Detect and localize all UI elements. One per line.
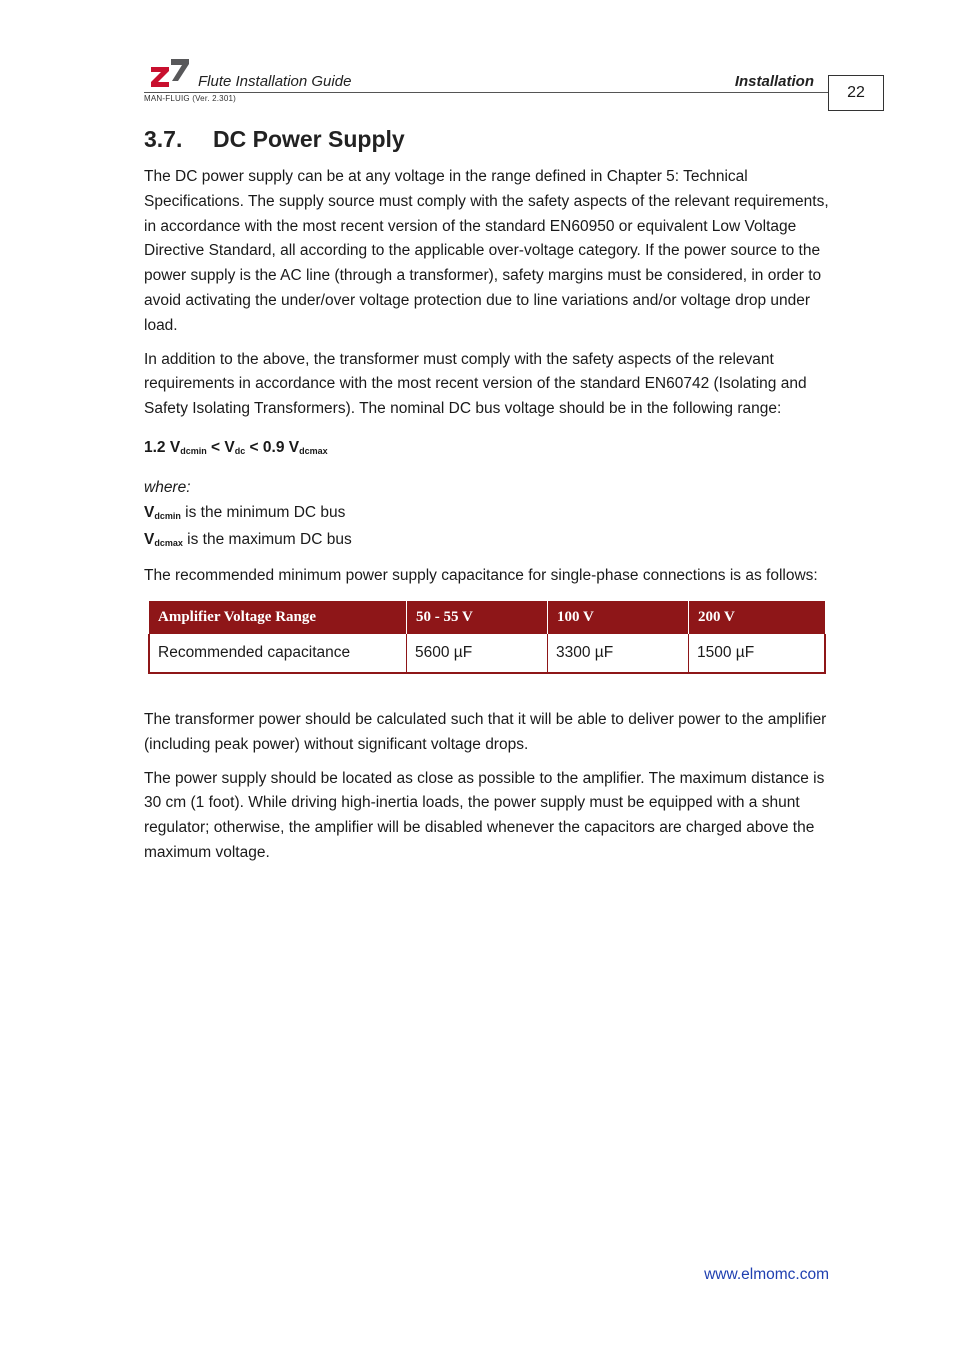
where-label: where:	[144, 478, 191, 496]
table-cell: Recommended capacitance	[149, 634, 407, 673]
paragraph-transformer-power: The transformer power should be calculated such that it will be able to deliver power to the amplifier (including peak power) without significant voltage drops.	[144, 710, 827, 753]
section-heading	[144, 126, 832, 153]
document-title: Flute Installation Guide	[198, 73, 352, 90]
page-content	[144, 126, 832, 875]
table-header-cell: 50 - 55 V	[407, 601, 548, 634]
table-header-row	[149, 601, 825, 634]
paragraph-intro: The DC power supply can be at any voltage in the range defined in Chapter 5: Technical Specifications. The supply source must comply with the safety aspects of the relevant requirements, in accordance with the most recent version of the standard EN60950 or equivalent Low Voltage Directive Standard, all according to the applicable over-voltage category. If the power source to the power supply is the AC line (through a transformer), safety margins must be considered, in order to avoid activating the under/over voltage protection due to line variations and/or voltage drop under load.	[144, 168, 829, 334]
voltage-range-formula: 1.2 $V_{dcmin} < V_{dc} < 0.9$ $V_{dcmax}$	[144, 438, 328, 456]
table-header-cell: 200 V	[689, 601, 826, 634]
document-code: MAN-FLUIG (Ver. 2.301)	[144, 94, 236, 103]
elmo-logo-icon	[147, 57, 191, 89]
paragraph-capacitance-intro: The recommended minimum power supply capacitance for single-phase connections is as follows:	[144, 567, 818, 585]
table-cell: 3300 µF	[548, 634, 689, 673]
paragraph-transformer-safety: In addition to the above, the transformer must comply with the safety aspects of the relevant requirements in accordance with the most recent version of the standard EN60742 (Isolating and Safety Isolating Transformers). The nominal DC bus voltage should be in the following range:	[144, 350, 807, 418]
section-name: Installation	[734, 73, 814, 90]
section-title: DC Power Supply	[213, 126, 405, 152]
definition-vdcmin: $V_{dcmin}$ is the minimum DC bus	[144, 503, 346, 521]
table-header-cell: Amplifier Voltage Range	[149, 601, 407, 634]
capacitance-table	[148, 601, 826, 674]
formula-definitions	[144, 476, 832, 556]
table-cell: 1500 µF	[689, 634, 826, 673]
header-divider	[144, 92, 828, 93]
footer-website-link[interactable]: www.elmomc.com	[704, 1266, 829, 1283]
section-number: 3.7.	[144, 126, 183, 152]
table-row	[149, 634, 825, 673]
page-number: 22	[828, 75, 884, 111]
table-header-cell: 100 V	[548, 601, 689, 634]
definition-vdcmax: $V_{dcmax}$ is the maximum DC bus	[144, 531, 352, 549]
paragraph-supply-location: The power supply should be located as close as possible to the amplifier. The maximum distance is 30 cm (1 foot). While driving high-inertia loads, the power supply must be equipped with a shunt regulator; otherwise, the amplifier will be disabled whenever the capacitors are charged above the maximum voltage.	[144, 769, 825, 861]
table-cell: 5600 µF	[407, 634, 548, 673]
